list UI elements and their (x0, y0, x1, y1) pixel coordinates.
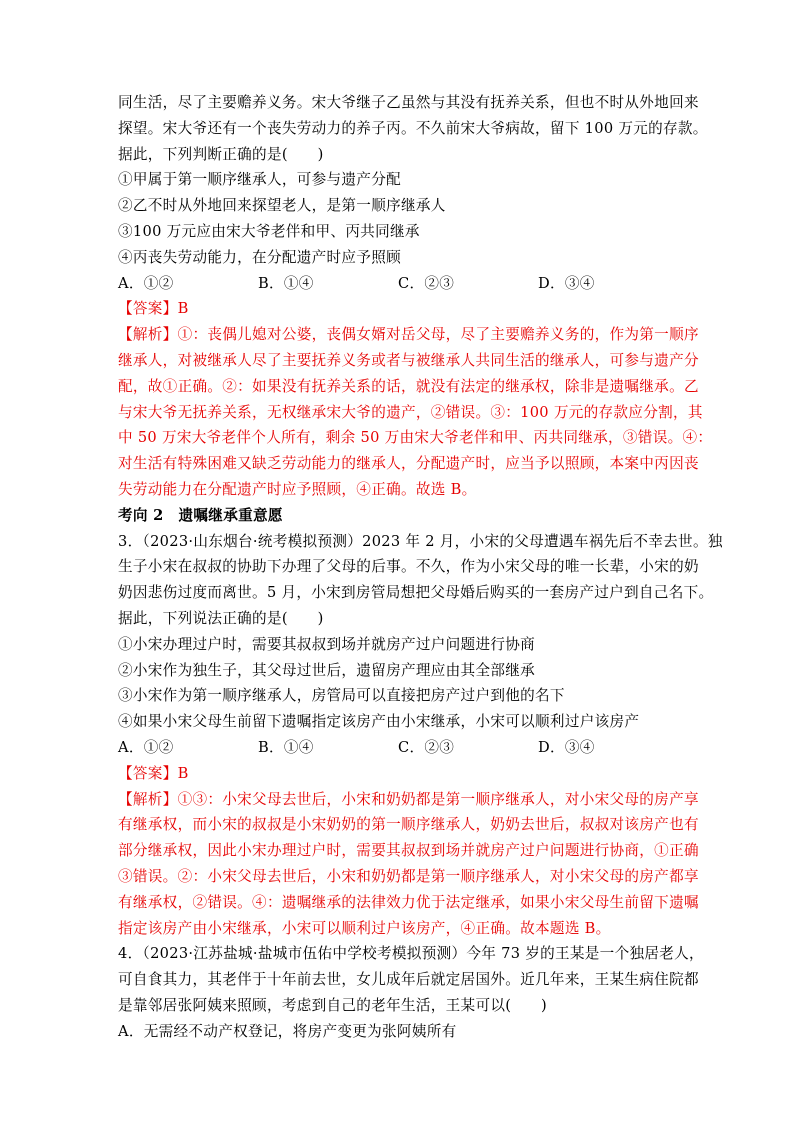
answer-options (118, 271, 693, 297)
question-text-line: 4．（2023·江苏盐城·盐城市伍佑中学校考模拟预测）今年 73 岁的王某是一个独居老人， (118, 945, 704, 963)
question-text-line: 可自食其力，其老伴于十年前去世，女儿成年后就定居国外。近几年来，王某生病住院都 (118, 971, 699, 989)
question-text-line: 同生活，尽了主要赡养义务。宋大爷继子乙虽然与其没有抚养关系，但也不时从外地回来 (118, 94, 699, 111)
question-3 (118, 529, 723, 942)
answer-label: 【答案】B (118, 300, 189, 318)
analysis-line: 【解析】①③：小宋父母去世后，小宋和奶奶都是第一顺序继承人，对小宋父母的房产享 (118, 790, 699, 808)
analysis-line: 与宋大爷无抚养关系，无权继承宋大爷的遗产，②错误。③：100 万元的存款应分割，其 (118, 403, 703, 421)
question-text-line: 奶因悲伤过度而离世。5 月，小宋到房管局想把父母婚后购买的一套房产过户到自己名下。 (118, 584, 714, 602)
analysis-line: 指定该房产由小宋继承，小宋可以顺利过户该房产，④正确。故本题选 B。 (118, 919, 611, 937)
analysis-line: 部分继承权，因此小宋办理过户时，需要其叔叔到场并就房产过户问题进行协商，①正确 (118, 842, 699, 860)
option-a: A．①② (118, 274, 174, 292)
analysis-line: 有继承权，②错误。④：遗嘱继承的法律效力优于法定继承，如果小宋父母生前留下遗嘱 (118, 893, 699, 911)
statement-3: ③100 万元应由宋大爷老伴和甲、丙共同继承 (118, 222, 420, 240)
statement-4: ④丙丧失劳动能力，在分配遗产时应予照顾 (118, 248, 401, 266)
analysis-line: 有继承权，而小宋的叔叔是小宋奶奶的第一顺序继承人，奶奶去世后，叔叔对该房产也有 (118, 816, 699, 834)
statement-4: ④如果小宋父母生前留下遗嘱指定该房产由小宋继承，小宋可以顺利过户该房产 (118, 713, 640, 731)
option-d: D．③④ (538, 738, 595, 756)
option-a: A．①② (118, 738, 174, 756)
section-heading: 考向 2 遗嘱继承重意愿 (118, 506, 283, 524)
question-prompt: 据此，下列说法正确的是( ) (118, 609, 324, 627)
statement-2: ②小宋作为独生子，其父母过世后，遗留房产理应由其全部继承 (118, 661, 536, 679)
statement-3: ③小宋作为第一顺序继承人，房管局可以直接把房产过户到他的名下 (118, 687, 565, 705)
question-text-line: 3．（2023·山东烟台·统考模拟预测）2023 年 2 月，小宋的父母遭遇车祸先后不幸去世。独 (118, 532, 723, 550)
question-text-line: 探望。宋大爷还有一个丧失劳动力的养子丙。不久前宋大爷病故，留下 100 万元的存款。 (118, 119, 708, 137)
question-2-continuation (118, 90, 713, 503)
answer-label: 【答案】B (118, 764, 189, 782)
analysis-line: ③错误。②：小宋父母去世后，小宋和奶奶都是第一顺序继承人，对小宋父母的房产都享 (118, 867, 699, 885)
document-page (118, 90, 723, 1044)
option-c: C．②③ (398, 738, 455, 756)
analysis-line: 对生活有特殊困难又缺乏劳动能力的继承人，分配遗产时，应当予以照顾，本案中丙因丧 (118, 455, 699, 473)
option-b: B．①④ (258, 738, 314, 756)
statement-1: ①小宋办理过户时，需要其叔叔到场并就房产过户问题进行协商 (118, 635, 536, 653)
option-b: B．①④ (258, 274, 314, 292)
analysis-line: 继承人，对被继承人尽了主要抚养义务或者与被继承人共同生活的继承人，可参与遗产分 (118, 351, 699, 369)
option-d: D．③④ (538, 274, 595, 292)
question-4 (118, 941, 704, 1044)
analysis-line: 中 50 万宋大爷老伴个人所有，剩余 50 万由宋大爷老伴和甲、丙共同继承，③错误。④： (118, 429, 713, 447)
analysis-line: 【解析】①：丧偶儿媳对公婆，丧偶女婿对岳父母，尽了主要赡养义务的，作为第一顺序 (118, 326, 699, 344)
question-prompt: 据此，下列判断正确的是( ) (118, 145, 324, 163)
question-text-line: 是靠邻居张阿姨来照顾，考虑到自己的老年生活，王某可以( ) (118, 996, 548, 1014)
answer-options (118, 735, 693, 761)
statement-1: ①甲属于第一顺序继承人，可参与遗产分配 (118, 171, 401, 189)
option-a: A．无需经不动产权登记，将房产变更为张阿姨所有 (118, 1022, 457, 1040)
analysis-line: 失劳动能力在分配遗产时应予照顾，④正确。故选 B。 (118, 480, 477, 498)
question-text-line: 生子小宋在叔叔的协助下办理了父母的后事。不久，作为小宋父母的唯一长辈，小宋的奶 (118, 558, 699, 576)
statement-2: ②乙不时从外地回来探望老人，是第一顺序继承人 (118, 197, 446, 215)
analysis-line: 配，故①正确。②：如果没有抚养关系的话，就没有法定的继承权，除非是遗嘱继承。乙 (118, 377, 699, 395)
option-c: C．②③ (398, 274, 455, 292)
